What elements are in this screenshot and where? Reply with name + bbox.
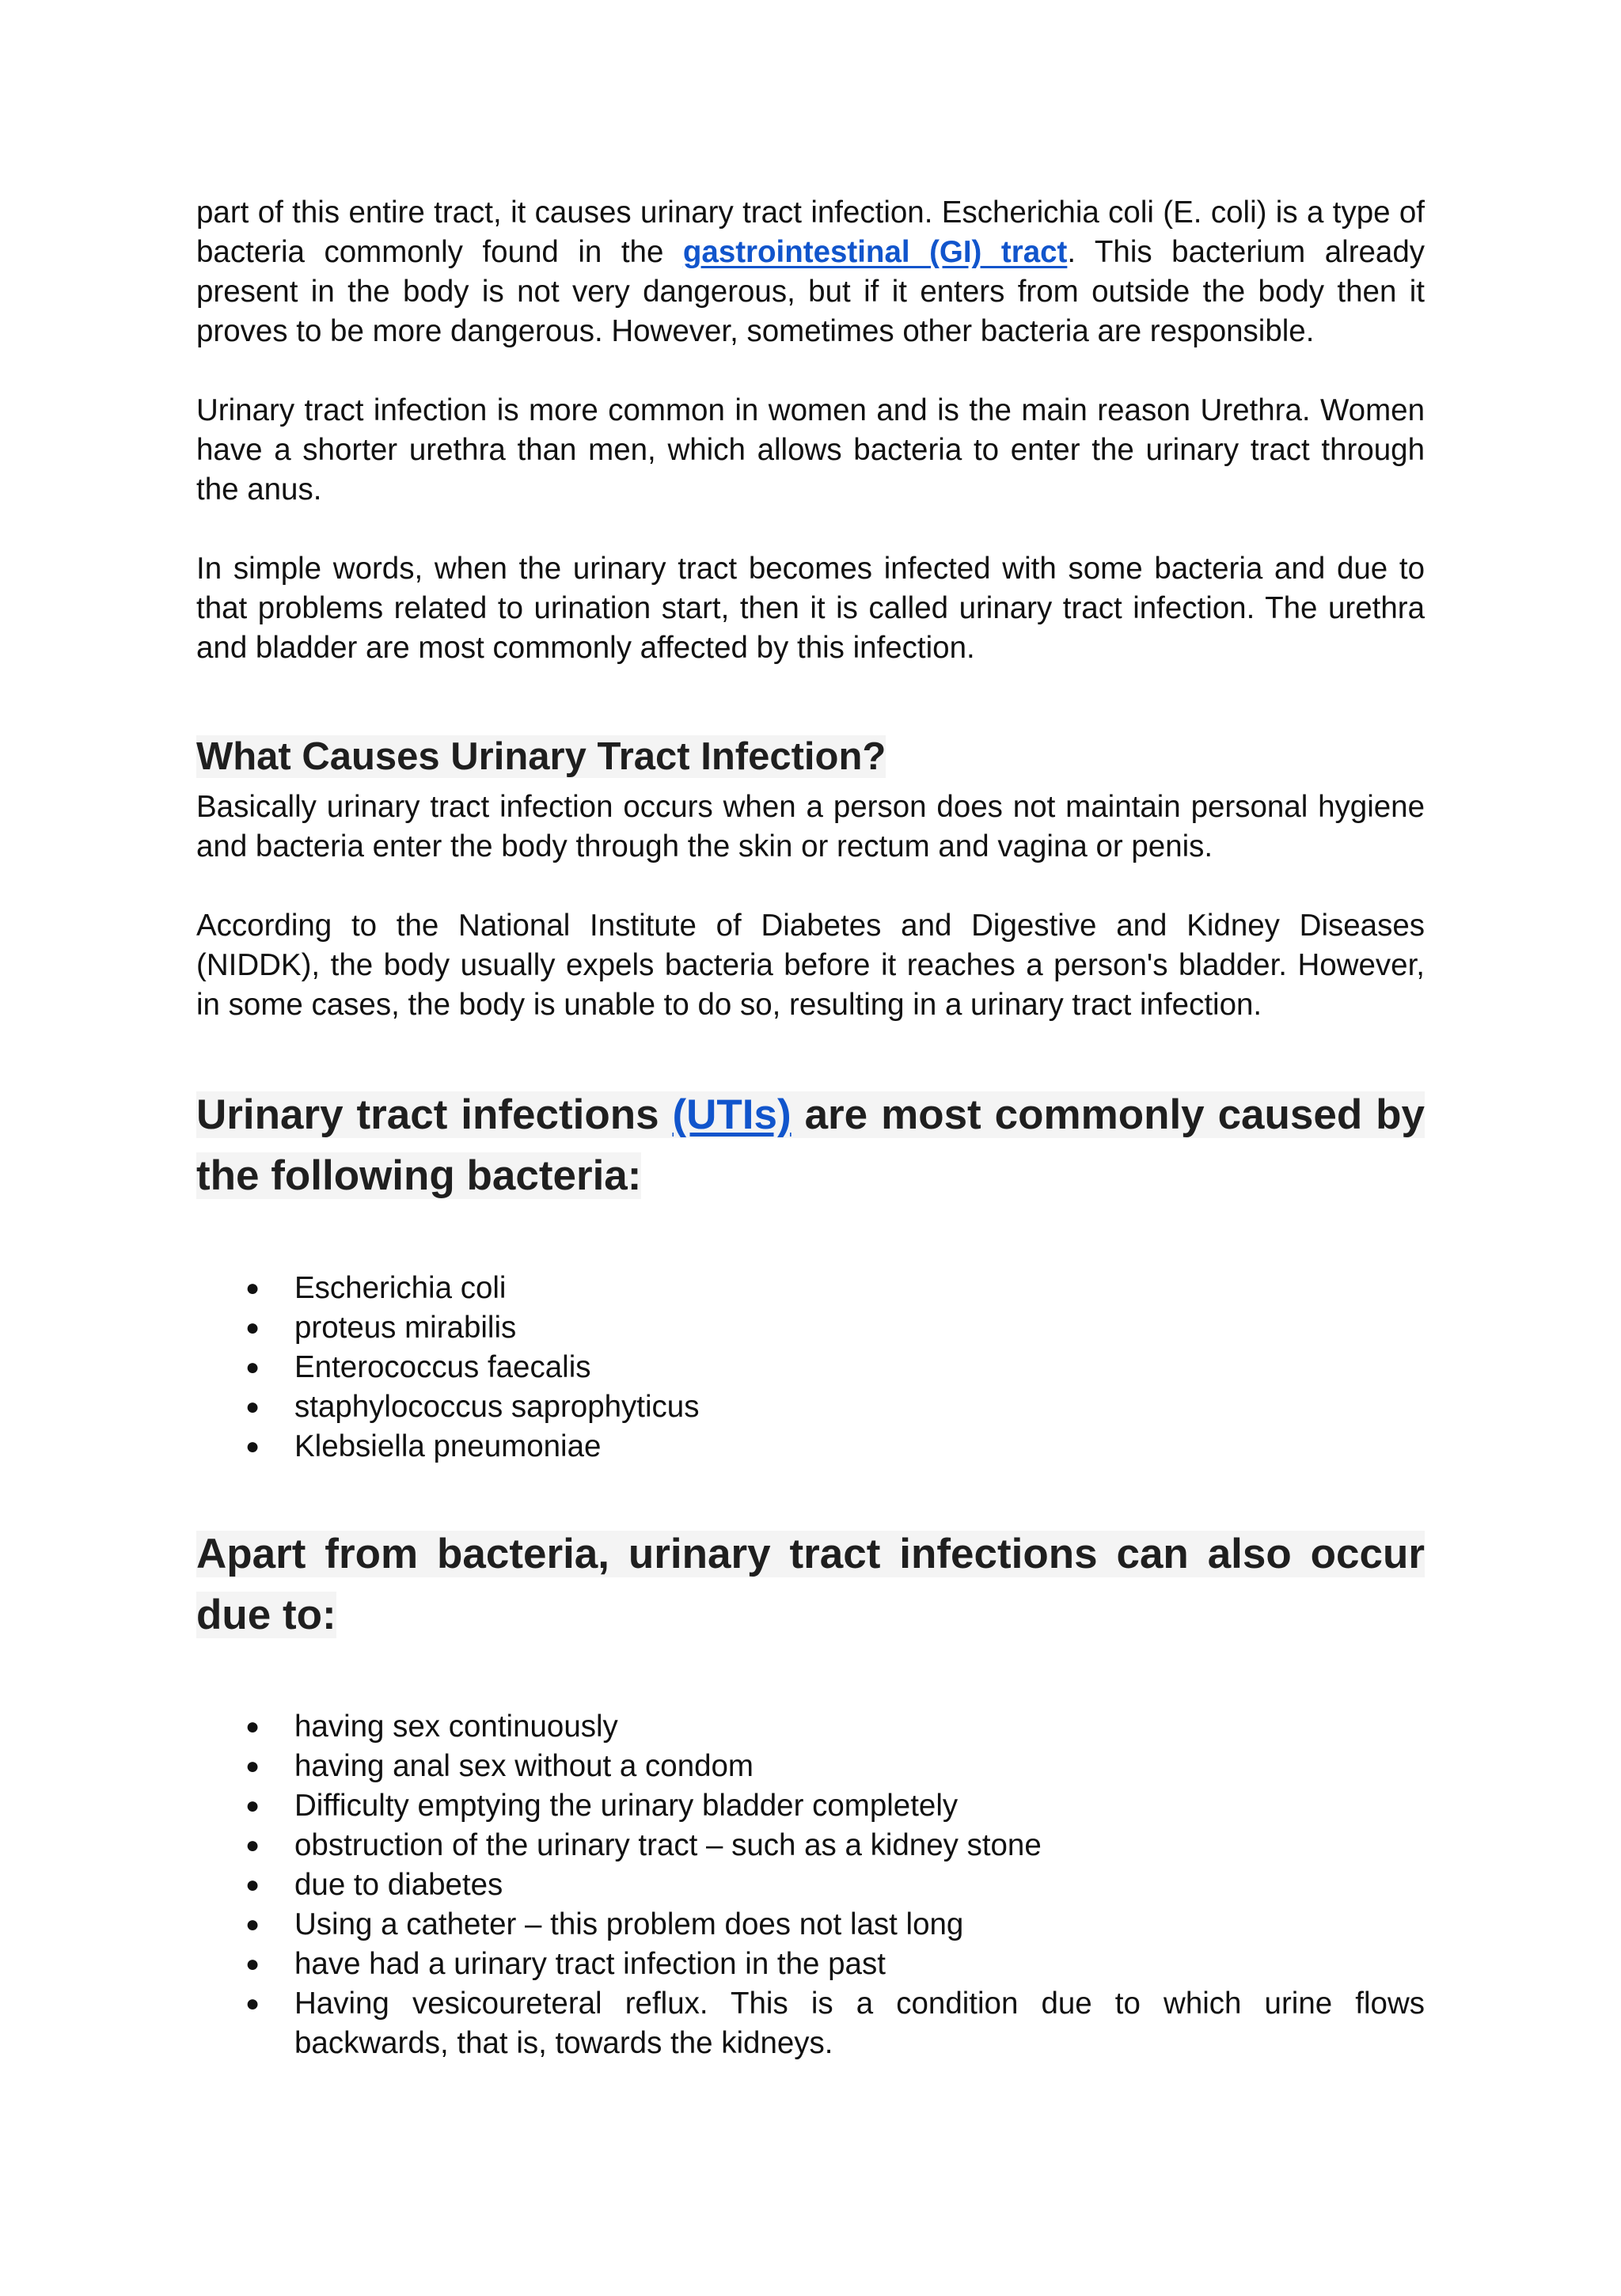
list-item: ● obstruction of the urinary tract – such as a kidney stone [196, 1826, 1425, 1865]
list-item: ● Enterococcus faecalis [196, 1348, 1425, 1387]
bullet-icon: ● [245, 1394, 260, 1420]
bullet-icon: ● [245, 1275, 260, 1301]
bullet-icon: ● [245, 1990, 260, 2017]
bullet-icon: ● [245, 1713, 260, 1740]
heading-what-causes: What Causes Urinary Tract Infection? [196, 735, 886, 778]
list-item: ● proteus mirabilis [196, 1308, 1425, 1348]
paragraph-hygiene: Basically urinary tract infection occurs when a person does not maintain personal hygiene and bacteria enter the body through the skin or rectum and vagina or penis. [196, 790, 1425, 863]
bullet-icon: ● [245, 1315, 260, 1341]
gi-tract-link[interactable]: gastrointestinal (GI) tract [682, 235, 1068, 269]
list-item: ● Klebsiella pneumoniae [196, 1427, 1425, 1467]
paragraph-ecoli: part of this entire tract, it causes urinary tract infection. Escherichia coli (E. coli) is a type of bacteria commonly found in the gastrointestinal (GI) tract. This bacterium already present in the body is not very dangerous, but if it enters from outside the body then it proves to be more dangerous. However, sometimes other bacteria are responsible. [196, 195, 1425, 348]
bullet-icon: ● [245, 1832, 260, 1858]
heading-bacteria: Urinary tract infections (UTIs) are most commonly caused by the following bacteria: [196, 1091, 1425, 1199]
bullet-icon: ● [245, 1793, 260, 1819]
paragraph-women: Urinary tract infection is more common in women and is the main reason Urethra. Women have a shorter urethra than men, which allows bacteria to enter the urinary tract through the anus. [196, 393, 1425, 507]
bullet-icon: ● [245, 1911, 260, 1937]
list-item: ● Difficulty emptying the urinary bladder completely [196, 1786, 1425, 1826]
paragraph-niddk: According to the National Institute of Diabetes and Digestive and Kidney Diseases (NIDDK), the body usually expels bacteria before it reaches a person's bladder. However, in some cases, the body is unable to do so, resulting in a urinary tract infection. [196, 909, 1425, 1022]
list-item: ● due to diabetes [196, 1865, 1425, 1905]
bullet-icon: ● [245, 1753, 260, 1779]
list-item: ● have had a urinary tract infection in the past [196, 1945, 1425, 1984]
list-item: ● staphylococcus saprophyticus [196, 1387, 1425, 1427]
other-causes-list [196, 1707, 1425, 2063]
heading-apart-from-bacteria: Apart from bacteria, urinary tract infections can also occur due to: [196, 1531, 1425, 1638]
bullet-icon: ● [245, 1872, 260, 1898]
list-item: ● having sex continuously [196, 1707, 1425, 1747]
list-item: ● Having vesicoureteral reflux. This is a condition due to which urine flows backwards, that is, towards the kidneys. [196, 1984, 1425, 2063]
utis-link[interactable]: (UTIs) [672, 1091, 792, 1138]
bullet-icon: ● [245, 1433, 260, 1459]
paragraph-simple-words: In simple words, when the urinary tract becomes infected with some bacteria and due to that problems related to urination start, then it is called urinary tract infection. The urethra and bladder are most commonly affected by this infection. [196, 552, 1425, 665]
bacteria-list [196, 1269, 1425, 1467]
bullet-icon: ● [245, 1354, 260, 1380]
list-item: ● having anal sex without a condom [196, 1747, 1425, 1786]
list-item: ● Using a catheter – this problem does not last long [196, 1905, 1425, 1945]
bullet-icon: ● [245, 1951, 260, 1977]
list-item: ● Escherichia coli [196, 1269, 1425, 1308]
